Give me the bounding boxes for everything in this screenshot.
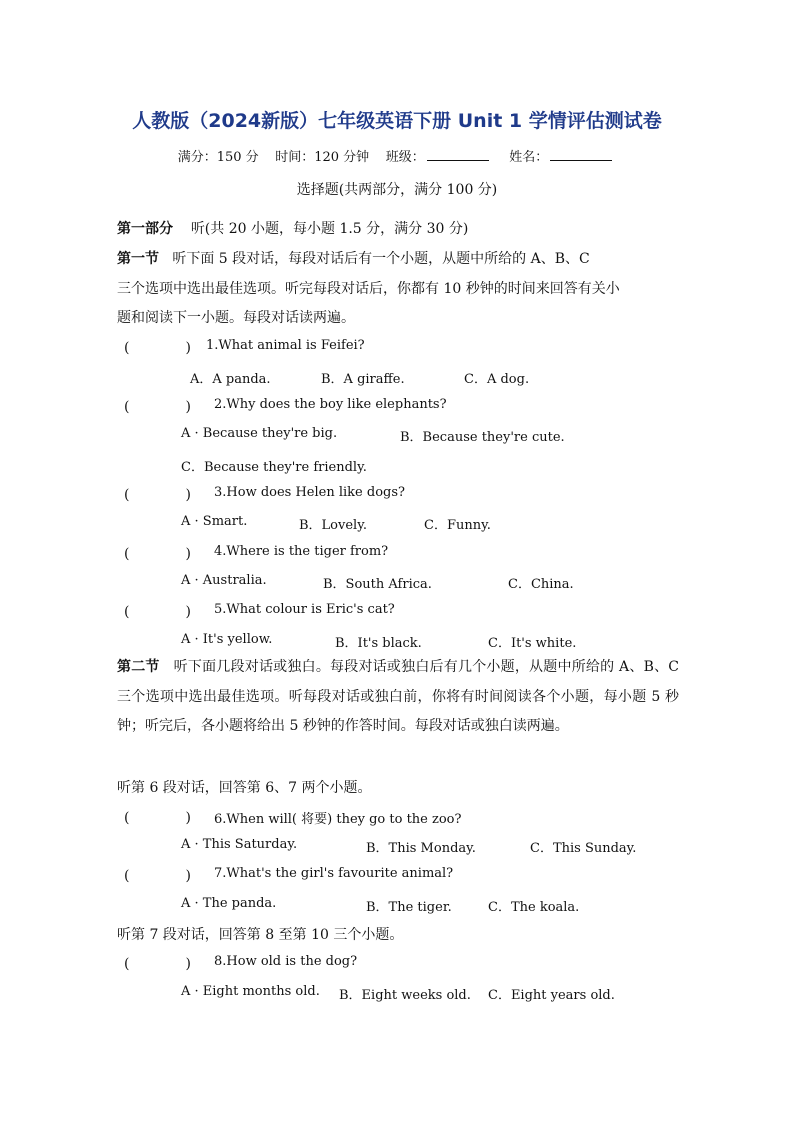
option-6b: B．This Monday. xyxy=(366,841,476,856)
question-stem-5: 5.What colour is Eric's cat? xyxy=(214,602,395,617)
sec2-instr-rest: B、C 三个选项中选出最佳选项。听每段对话或独白前，你将有时间阅读各个小题，每小题 5 秒钟；听完后，各小题将给出 5 秒钟的作答时间。每段对话或独白读两遍。 xyxy=(117,659,680,734)
class-label: 班级： xyxy=(385,150,425,165)
name-blank[interactable] xyxy=(550,148,612,161)
sec1-instr-line3: 题和阅读下一小题。每段对话读两遍。 xyxy=(117,310,355,326)
option-2a: A · Because they're big. xyxy=(181,426,338,441)
option-4b: B．South Africa. xyxy=(323,577,432,592)
option-2c: C．Because they're friendly. xyxy=(181,460,367,475)
name-label: 姓名： xyxy=(509,150,549,165)
exam-info-row xyxy=(0,146,794,165)
option-7b: B．The tiger. xyxy=(366,900,452,915)
sec1-instr-line2: 三个选项中选出最佳选项。听完每段对话后，你都有 10 秒钟的时间来回答有关小 xyxy=(117,281,620,297)
option-8b: B．Eight weeks old. xyxy=(339,988,471,1003)
dialog6-heading: 听第 6 段对话，回答第 6、7 两个小题。 xyxy=(117,780,372,796)
option-4a: A · Australia. xyxy=(181,573,267,588)
option-1a: A．A panda. xyxy=(190,372,271,387)
option-6c: C．This Sunday. xyxy=(530,841,637,856)
question-stem-8: 8.How old is the dog? xyxy=(214,954,358,969)
question-stem-4: 4.Where is the tiger from? xyxy=(214,544,389,559)
sec2-instructions xyxy=(117,653,679,742)
option-1c: C．A dog. xyxy=(464,372,530,387)
option-3b: B．Lovely. xyxy=(299,518,367,533)
document-title: 人教版（2024新版）七年级英语下册 Unit 1 学情评估测试卷 xyxy=(132,110,662,132)
option-5a: A · It's yellow. xyxy=(181,632,273,647)
answer-paren-3[interactable]: ( ) xyxy=(124,487,191,503)
option-3a: A · Smart. xyxy=(181,514,248,529)
option-7c: C．The koala. xyxy=(488,900,580,915)
part1-desc: 听(共 20 小题，每小题 1.5 分，满分 30 分) xyxy=(190,221,469,237)
option-8c: C．Eight years old. xyxy=(488,988,615,1003)
part1-heading xyxy=(117,218,468,238)
option-6a: A · This Saturday. xyxy=(181,837,298,852)
option-5c: C．It's white. xyxy=(488,636,577,651)
question-stem-7: 7.What's the girl's favourite animal? xyxy=(214,866,454,881)
sec1-instr-line1 xyxy=(117,248,590,268)
part1-label: 第一部分 xyxy=(117,221,173,237)
answer-paren-4[interactable]: ( ) xyxy=(124,546,191,562)
time-label: 时间：120 分钟 xyxy=(275,150,370,165)
answer-paren-7[interactable]: ( ) xyxy=(124,868,191,884)
question-stem-3: 3.How does Helen like dogs? xyxy=(214,485,405,500)
answer-paren-6[interactable]: ( ) xyxy=(124,810,191,826)
answer-paren-2[interactable]: ( ) xyxy=(124,399,191,415)
sec1-label: 第一节 xyxy=(117,251,159,267)
option-7a: A · The panda. xyxy=(181,896,277,911)
option-2b: B．Because they're cute. xyxy=(400,430,565,445)
option-4c: C．China. xyxy=(508,577,574,592)
score-label: 满分：150 分 xyxy=(177,150,259,165)
option-5b: B．It's black. xyxy=(335,636,422,651)
answer-paren-5[interactable]: ( ) xyxy=(124,604,191,620)
question-stem-2: 2.Why does the boy like elephants? xyxy=(214,397,447,412)
answer-paren-1[interactable]: ( ) xyxy=(124,340,191,356)
question-stem-1: 1.What animal is Feifei? xyxy=(206,338,365,353)
option-8a: A · Eight months old. xyxy=(181,984,320,999)
question-stem-6: 6.When will( 将要) they go to the zoo? xyxy=(214,812,462,827)
sec2-instr-first: 听下面几段对话或独白。每段对话或独白后有几个小题，从题中所给的 A、 xyxy=(173,659,644,675)
option-3c: C．Funny. xyxy=(424,518,491,533)
sec2-label: 第二节 xyxy=(117,659,160,675)
dialog7-heading: 听第 7 段对话，回答第 8 至第 10 三个小题。 xyxy=(117,927,404,943)
class-blank[interactable] xyxy=(427,148,489,161)
answer-paren-8[interactable]: ( ) xyxy=(124,956,191,972)
sec1-instr-text1: 听下面 5 段对话，每段对话后有一个小题，从题中所给的 A、B、C xyxy=(172,251,590,267)
section-header: 选择题(共两部分，满分 100 分) xyxy=(296,182,498,198)
option-1b: B．A giraffe. xyxy=(321,372,405,387)
